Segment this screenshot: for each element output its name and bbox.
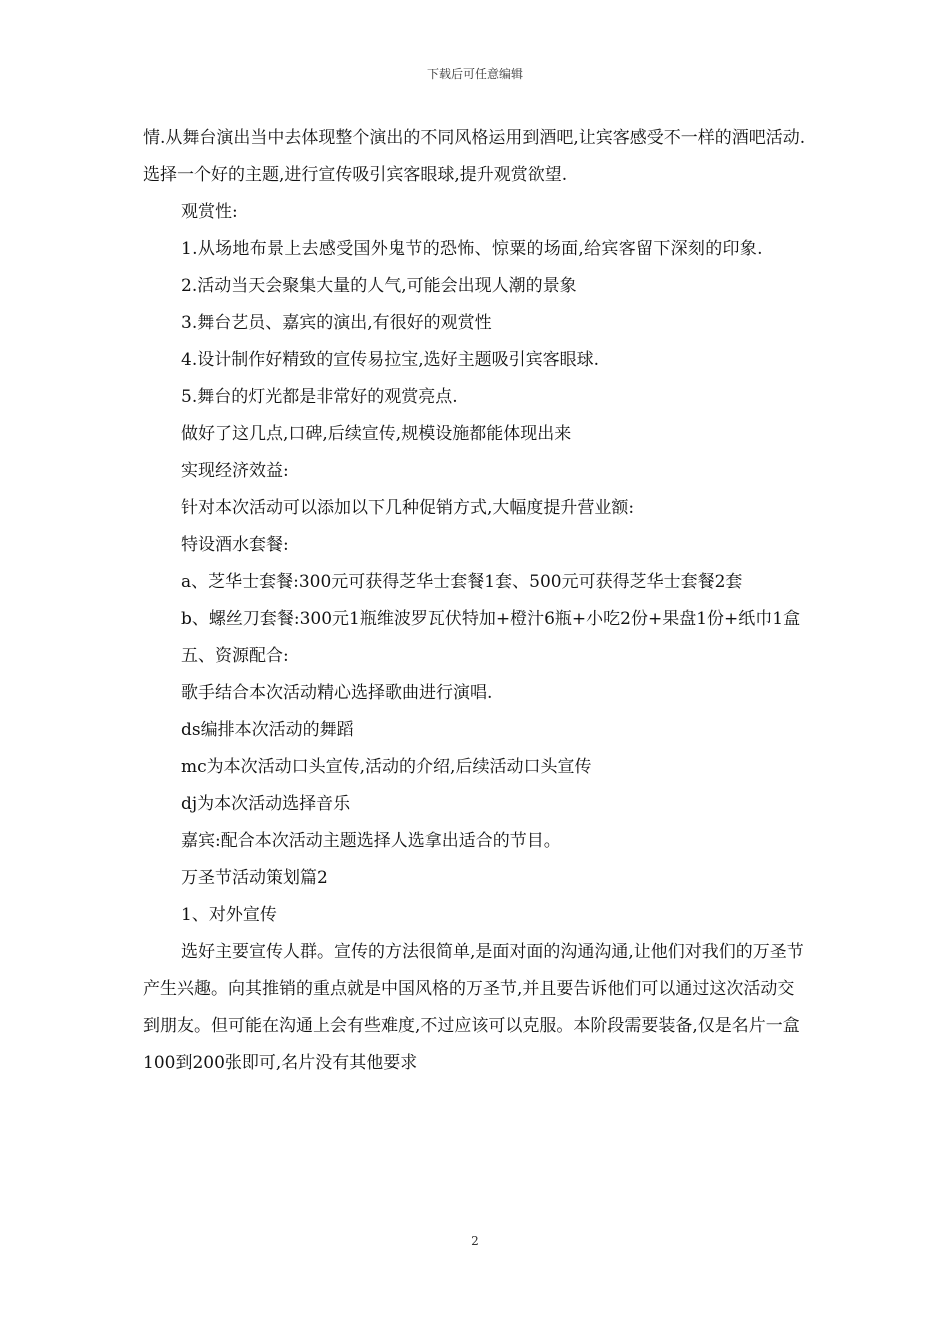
paragraph-external-promo-body: 选好主要宣传人群。宣传的方法很简单,是面对面的沟通沟通,让他们对我们的万圣节产生兴趣。向其推销的重点就是中国风格的万圣节,并且要告诉他们可以通过这次活动交到朋友。但可能在沟通上会有些难度,不过应该可以克服。本阶段需要装备,仅是名片一盒100到200张即可,名片没有其他要求 [143,942,804,1073]
paragraph-section-title: 万圣节活动策划篇2 [181,868,328,888]
document-body [143,120,807,1082]
paragraph-guest: 嘉宾:配合本次活动主题选择人选拿出适合的节目。 [181,831,561,851]
paragraph-item-3: 3.舞台艺员、嘉宾的演出,有很好的观赏性 [181,313,492,333]
paragraph-heading-external-promo: 1、对外宣传 [181,905,277,925]
paragraph-promotions: 针对本次活动可以添加以下几种促销方式,大幅度提升营业额: [181,498,635,518]
paragraph-dj: dj为本次活动选择音乐 [181,794,351,814]
paragraph-item-5: 5.舞台的灯光都是非常好的观赏亮点. [181,387,458,407]
paragraph-summary: 做好了这几点,口碑,后续宣传,规模设施都能体现出来 [181,424,572,444]
paragraph-intro-continued: 情.从舞台演出当中去体现整个演出的不同风格运用到酒吧,让宾客感受不一样的酒吧活动.选择一个好的主题,进行宣传吸引宾客眼球,提升观赏欲望. [143,128,806,185]
paragraph-heading-economic: 实现经济效益: [181,461,289,481]
paragraph-package-a: a、芝华士套餐:300元可获得芝华士套餐1套、500元可获得芝华士套餐2套 [181,572,743,592]
paragraph-package-b: b、螺丝刀套餐:300元1瓶维波罗瓦伏特加+橙汁6瓶+小吃2份+果盘1份+纸巾1盒 [181,609,801,629]
paragraph-item-1: 1.从场地布景上去感受国外鬼节的恐怖、惊粟的场面,给宾客留下深刻的印象. [181,239,763,259]
paragraph-mc: mc为本次活动口头宣传,活动的介绍,后续活动口头宣传 [181,757,592,777]
page-header: 下载后可任意编辑 [426,67,523,81]
paragraph-item-2: 2.活动当天会聚集大量的人气,可能会出现人潮的景象 [181,276,577,296]
paragraph-ds: ds编排本次活动的舞蹈 [181,720,354,740]
page-number: 2 [471,1234,479,1248]
paragraph-singer: 歌手结合本次活动精心选择歌曲进行演唱. [181,683,493,703]
paragraph-heading-viewing: 观赏性: [181,202,238,222]
paragraph-heading-resources: 五、资源配合: [181,646,289,666]
paragraph-heading-drink-packages: 特设酒水套餐: [181,535,289,555]
paragraph-item-4: 4.设计制作好精致的宣传易拉宝,选好主题吸引宾客眼球. [181,350,600,370]
